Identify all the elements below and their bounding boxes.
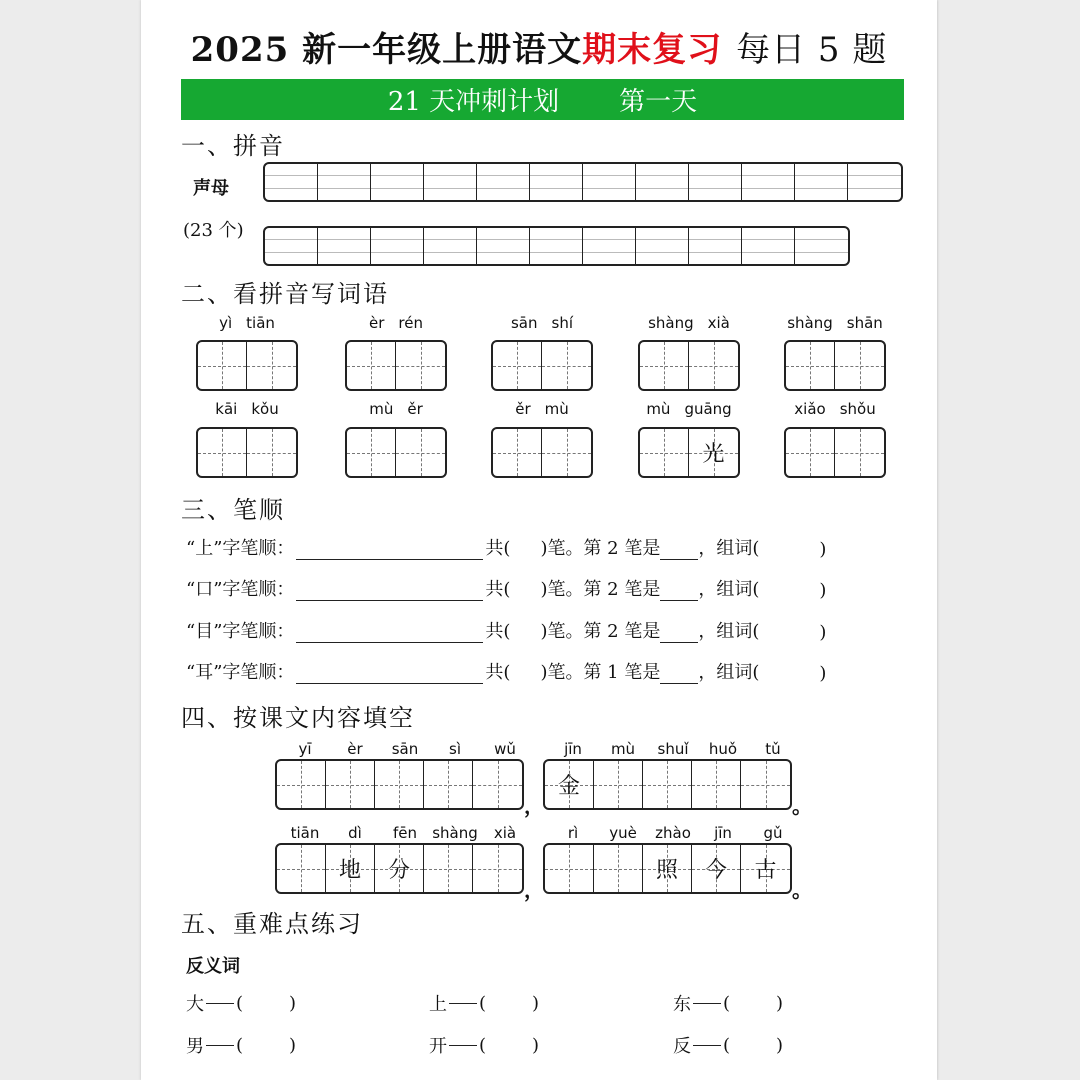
pinyin-syllable: yuè [609, 824, 637, 842]
writing-square[interactable] [375, 845, 424, 892]
pinyin-word-10 [784, 400, 886, 420]
pinyin-syllable: tǔ [765, 740, 781, 758]
pinyin-line [280, 740, 530, 760]
pinyin-label [196, 314, 298, 334]
writing-square[interactable] [835, 429, 884, 476]
writing-square[interactable] [542, 342, 591, 389]
banner-day: 第一天 [619, 87, 698, 117]
pinyin-syllable: shān [846, 314, 883, 332]
nth-stroke-label: )笔。第 2 笔是 [540, 579, 661, 600]
punctuation: 。 [792, 794, 812, 818]
writing-square[interactable] [247, 342, 296, 389]
close-paren: ) [532, 992, 540, 1014]
pinyin-syllable: èr [347, 740, 363, 758]
pinyin-syllable: kāi [215, 400, 238, 418]
tian-grid-word-5[interactable] [784, 340, 886, 391]
recitation-grid-2[interactable] [543, 759, 792, 810]
char-label: “目”字笔顺： [186, 621, 295, 642]
dash-line [206, 1003, 234, 1004]
pinyin-syllable: guāng [684, 400, 732, 418]
writing-square[interactable] [347, 429, 396, 476]
section-2-title: 二、看拼音写词语 [181, 280, 389, 308]
pinyin-syllable: shàng [787, 314, 833, 332]
writing-square[interactable] [375, 761, 424, 808]
pinyin-word-2 [345, 314, 447, 334]
section-1-title: 一、拼音 [181, 132, 285, 160]
writing-square[interactable] [424, 761, 473, 808]
nth-stroke-blank[interactable] [660, 541, 698, 560]
pinyin-syllable: sān [510, 314, 538, 332]
stroke-order-blank[interactable] [296, 624, 483, 643]
pinyin-syllable: dì [348, 824, 362, 842]
stroke-order-row [186, 534, 826, 560]
writing-square[interactable] [493, 342, 542, 389]
stroke-order-row [186, 575, 826, 601]
stroke-order-row [186, 617, 826, 643]
nth-stroke-label: )笔。第 2 笔是 [540, 538, 661, 559]
open-paren: ( [236, 1034, 244, 1056]
tian-grid-word-3[interactable] [491, 340, 593, 391]
tian-grid-word-2[interactable] [345, 340, 447, 391]
punctuation: 。 [792, 878, 812, 902]
dash-line [449, 1045, 477, 1046]
pinyin-syllable: èr [369, 314, 385, 332]
close-paren: ) [819, 663, 827, 684]
given-character: 地 [338, 858, 361, 883]
writing-square[interactable] [198, 342, 247, 389]
pinyin-line [548, 824, 798, 844]
writing-square[interactable] [689, 429, 738, 476]
tian-grid-word-6[interactable] [196, 427, 298, 478]
pinyin-syllable: zhào [655, 824, 691, 842]
initials-writing-row-1[interactable] [263, 162, 903, 202]
pinyin-word-5 [784, 314, 886, 334]
close-paren: ) [776, 992, 784, 1014]
writing-square[interactable] [692, 845, 741, 892]
antonym-word: 男 [186, 1036, 204, 1057]
writing-square[interactable] [277, 845, 326, 892]
antonym-word: 开 [429, 1036, 447, 1057]
title-prefix: 2025 新一年级上册语文 [190, 30, 583, 70]
page-title [141, 22, 937, 71]
writing-square[interactable] [542, 429, 591, 476]
pinyin-label [784, 400, 886, 420]
close-paren: ) [776, 1034, 784, 1056]
section-3-title: 三、笔顺 [181, 496, 285, 524]
pinyin-line [280, 824, 530, 844]
close-paren: ) [289, 1034, 297, 1056]
antonym-item [429, 990, 539, 1016]
banner-plan: 21 天冲刺计划 [387, 87, 560, 117]
writing-square[interactable] [594, 761, 643, 808]
writing-square[interactable] [786, 429, 835, 476]
pinyin-word-6 [196, 400, 298, 420]
writing-square[interactable] [424, 845, 473, 892]
tian-grid-word-10[interactable] [784, 427, 886, 478]
dash-line [693, 1045, 721, 1046]
pinyin-label [491, 400, 593, 420]
pinyin-syllable: xiǎo [794, 400, 826, 418]
pinyin-syllable: shàng [648, 314, 694, 332]
antonym-item [186, 990, 296, 1016]
section-5-title: 五、重难点练习 [181, 910, 363, 938]
pinyin-syllable: gǔ [763, 824, 783, 842]
writing-square[interactable] [247, 429, 296, 476]
punctuation: ， [524, 878, 544, 902]
open-paren: ( [236, 992, 244, 1014]
char-label: “口”字笔顺： [186, 579, 295, 600]
writing-square[interactable] [545, 761, 594, 808]
close-paren: ) [532, 1034, 540, 1056]
total-label: 共( [485, 579, 511, 600]
writing-square[interactable] [594, 845, 643, 892]
given-character: 照 [655, 858, 678, 883]
initials-count: (23 个) [183, 220, 244, 241]
writing-square[interactable] [493, 429, 542, 476]
pinyin-syllable: mù [369, 400, 394, 418]
pinyin-syllable: mù [544, 400, 569, 418]
word-label: ，组词( [698, 662, 760, 683]
writing-square[interactable] [396, 342, 445, 389]
writing-square[interactable] [692, 761, 741, 808]
stroke-order-blank[interactable] [296, 582, 483, 601]
writing-square[interactable] [741, 761, 790, 808]
total-label: 共( [485, 662, 511, 683]
writing-square[interactable] [198, 429, 247, 476]
tian-grid-word-4[interactable] [638, 340, 740, 391]
title-suffix: 每日 5 题 [736, 30, 888, 70]
given-character: 古 [754, 858, 777, 883]
pinyin-syllable: yī [298, 740, 312, 758]
close-paren: ) [819, 539, 827, 560]
title-highlight: 期末复习 [582, 30, 723, 70]
plan-banner [181, 79, 904, 120]
stroke-order-row [186, 658, 826, 684]
pinyin-syllable: mù [610, 740, 636, 758]
antonym-item [673, 990, 783, 1016]
writing-square[interactable] [640, 342, 689, 389]
writing-square[interactable] [277, 761, 326, 808]
worksheet-page [141, 0, 937, 1080]
nth-stroke-blank[interactable] [660, 582, 698, 601]
writing-square[interactable] [643, 761, 692, 808]
pinyin-syllable: huǒ [708, 740, 738, 758]
writing-square[interactable] [689, 342, 738, 389]
given-character: 光 [702, 442, 725, 467]
pinyin-word-4 [638, 314, 740, 334]
stroke-order-blank[interactable] [296, 665, 483, 684]
dash-line [449, 1003, 477, 1004]
pinyin-syllable: wǔ [494, 740, 516, 758]
recitation-grid-3[interactable] [275, 843, 524, 894]
nth-stroke-label: )笔。第 2 笔是 [540, 621, 661, 642]
given-character: 金 [557, 774, 580, 799]
pinyin-syllable: xià [707, 314, 730, 332]
total-label: 共( [485, 621, 511, 642]
open-paren: ( [479, 1034, 487, 1056]
pinyin-word-7 [345, 400, 447, 420]
antonym-item [673, 1032, 783, 1058]
pinyin-syllable: ěr [515, 400, 531, 418]
initials-label: 声母 [193, 178, 229, 199]
recitation-grid-4[interactable] [543, 843, 792, 894]
writing-square[interactable] [545, 845, 594, 892]
section-4-title: 四、按课文内容填空 [181, 704, 415, 732]
pinyin-label [491, 314, 593, 334]
antonym-word: 反 [673, 1036, 691, 1057]
pinyin-syllable: jīn [714, 824, 732, 842]
word-label: ，组词( [698, 579, 760, 600]
writing-square[interactable] [326, 761, 375, 808]
pinyin-syllable: shàng [432, 824, 478, 842]
stroke-order-blank[interactable] [296, 541, 483, 560]
word-label: ，组词( [698, 538, 760, 559]
antonym-item [429, 1032, 539, 1058]
tian-grid-word-8[interactable] [491, 427, 593, 478]
total-label: 共( [485, 538, 511, 559]
punctuation: ， [524, 794, 544, 818]
pinyin-word-9 [638, 400, 740, 420]
pinyin-syllable: tiān [246, 314, 275, 332]
char-label: “上”字笔顺： [186, 538, 295, 559]
pinyin-syllable: mù [646, 400, 671, 418]
writing-square[interactable] [347, 342, 396, 389]
pinyin-syllable: shǒu [839, 400, 876, 418]
pinyin-syllable: jīn [564, 740, 582, 758]
pinyin-label [638, 400, 740, 420]
tian-grid-word-9[interactable] [638, 427, 740, 478]
antonyms-subtitle: 反义词 [186, 956, 240, 977]
given-character: 今 [704, 858, 727, 883]
pinyin-syllable: kǒu [251, 400, 279, 418]
open-paren: ( [723, 1034, 731, 1056]
pinyin-word-8 [491, 400, 593, 420]
pinyin-syllable: shuǐ [657, 740, 689, 758]
pinyin-syllable: tiān [290, 824, 320, 842]
writing-square[interactable] [786, 342, 835, 389]
pinyin-label [345, 400, 447, 420]
open-paren: ( [723, 992, 731, 1014]
antonym-item [186, 1032, 296, 1058]
nth-stroke-blank[interactable] [660, 665, 698, 684]
pinyin-syllable: xià [493, 824, 517, 842]
recitation-grid-1[interactable] [275, 759, 524, 810]
dash-line [693, 1003, 721, 1004]
writing-square[interactable] [741, 845, 790, 892]
writing-square[interactable] [326, 845, 375, 892]
antonym-word: 上 [429, 994, 447, 1015]
antonym-word: 大 [186, 994, 204, 1015]
pinyin-word-3 [491, 314, 593, 334]
pinyin-line [548, 740, 798, 760]
antonym-word: 东 [673, 994, 691, 1015]
pinyin-syllable: rì [567, 824, 579, 842]
writing-square[interactable] [396, 429, 445, 476]
writing-square[interactable] [835, 342, 884, 389]
writing-square[interactable] [640, 429, 689, 476]
pinyin-label [638, 314, 740, 334]
writing-square[interactable] [643, 845, 692, 892]
open-paren: ( [479, 992, 487, 1014]
close-paren: ) [819, 580, 827, 601]
pinyin-syllable: shí [551, 314, 573, 332]
tian-grid-word-1[interactable] [196, 340, 298, 391]
pinyin-syllable: yì [219, 314, 233, 332]
pinyin-label [196, 400, 298, 420]
char-label: “耳”字笔顺： [186, 662, 295, 683]
given-character: 分 [387, 858, 410, 883]
pinyin-label [345, 314, 447, 334]
pinyin-word-1 [196, 314, 298, 334]
dash-line [206, 1045, 234, 1046]
pinyin-syllable: ěr [407, 400, 423, 418]
word-label: ，组词( [698, 621, 760, 642]
pinyin-syllable: rén [398, 314, 423, 332]
initials-writing-row-2[interactable] [263, 226, 850, 266]
pinyin-label [784, 314, 886, 334]
tian-grid-word-7[interactable] [345, 427, 447, 478]
pinyin-syllable: fēn [392, 824, 418, 842]
pinyin-syllable: sān [391, 740, 419, 758]
nth-stroke-label: )笔。第 1 笔是 [540, 662, 661, 683]
pinyin-syllable: sì [449, 740, 461, 758]
nth-stroke-blank[interactable] [660, 624, 698, 643]
close-paren: ) [289, 992, 297, 1014]
writing-square[interactable] [473, 761, 522, 808]
close-paren: ) [819, 622, 827, 643]
writing-square[interactable] [473, 845, 522, 892]
